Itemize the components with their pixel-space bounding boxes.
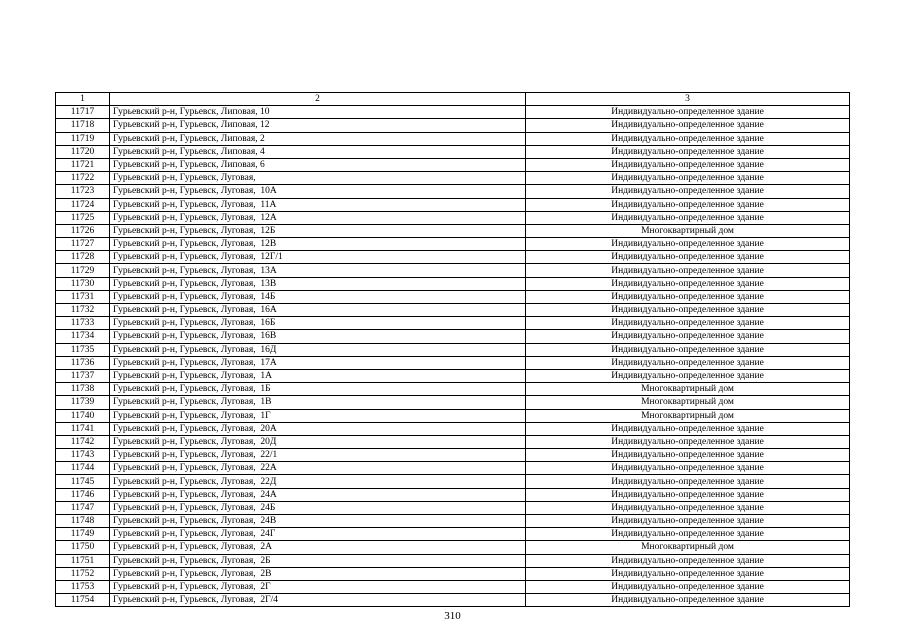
object-type-cell: Индивидуально-определенное здание: [526, 475, 850, 488]
object-type-cell: Многоквартирный дом: [526, 383, 850, 396]
table-row: [56, 172, 850, 185]
address-cell: Гурьевский р-н, Гурьевск, Луговая, 1А: [110, 369, 526, 382]
table-row: [56, 554, 850, 567]
table-row: [56, 528, 850, 541]
table-row: [56, 580, 850, 593]
row-number-cell: 11722: [56, 172, 110, 185]
column-header-1: 1: [56, 93, 110, 106]
address-cell: Гурьевский р-н, Гурьевск, Луговая, 14Б: [110, 290, 526, 303]
row-number-cell: 11743: [56, 449, 110, 462]
row-number-cell: 11735: [56, 343, 110, 356]
row-number-cell: 11727: [56, 238, 110, 251]
object-type-cell: Индивидуально-определенное здание: [526, 369, 850, 382]
row-number-cell: 11750: [56, 541, 110, 554]
table-row: [56, 435, 850, 448]
row-number-cell: 11734: [56, 330, 110, 343]
row-number-cell: 11742: [56, 435, 110, 448]
table-row: [56, 185, 850, 198]
address-cell: Гурьевский р-н, Гурьевск, Луговая, 24А: [110, 488, 526, 501]
address-cell: Гурьевский р-н, Гурьевск, Луговая, 24В: [110, 515, 526, 528]
row-number-cell: 11719: [56, 132, 110, 145]
row-number-cell: 11739: [56, 396, 110, 409]
row-number-cell: 11718: [56, 119, 110, 132]
address-cell: Гурьевский р-н, Гурьевск, Луговая, 20Д: [110, 435, 526, 448]
row-number-cell: 11728: [56, 251, 110, 264]
address-cell: Гурьевский р-н, Гурьевск, Липовая, 10: [110, 106, 526, 119]
object-type-cell: Индивидуально-определенное здание: [526, 304, 850, 317]
object-type-cell: Индивидуально-определенное здание: [526, 580, 850, 593]
address-cell: Гурьевский р-н, Гурьевск, Луговая, 2Б: [110, 554, 526, 567]
address-cell: Гурьевский р-н, Гурьевск, Луговая, 2В: [110, 567, 526, 580]
row-number-cell: 11748: [56, 515, 110, 528]
object-type-cell: Индивидуально-определенное здание: [526, 528, 850, 541]
row-number-cell: 11752: [56, 567, 110, 580]
object-type-cell: Индивидуально-определенное здание: [526, 119, 850, 132]
address-cell: Гурьевский р-н, Гурьевск, Луговая, 17А: [110, 356, 526, 369]
table-row: [56, 198, 850, 211]
table-row: [56, 132, 850, 145]
address-cell: Гурьевский р-н, Гурьевск, Луговая, 22А: [110, 462, 526, 475]
table-row: [56, 501, 850, 514]
table-row: [56, 106, 850, 119]
table-row: [56, 145, 850, 158]
address-cell: Гурьевский р-н, Гурьевск, Липовая, 4: [110, 145, 526, 158]
row-number-cell: 11749: [56, 528, 110, 541]
object-type-cell: Индивидуально-определенное здание: [526, 158, 850, 171]
row-number-cell: 11746: [56, 488, 110, 501]
row-number-cell: 11723: [56, 185, 110, 198]
row-number-cell: 11744: [56, 462, 110, 475]
address-cell: Гурьевский р-н, Гурьевск, Луговая, 24Б: [110, 501, 526, 514]
row-number-cell: 11754: [56, 594, 110, 607]
table-row: [56, 238, 850, 251]
address-cell: Гурьевский р-н, Гурьевск, Луговая, 12В: [110, 238, 526, 251]
table-row: [56, 224, 850, 237]
table-header-row: [56, 93, 850, 106]
address-cell: Гурьевский р-н, Гурьевск, Луговая, 1Г: [110, 409, 526, 422]
address-cell: Гурьевский р-н, Гурьевск, Луговая, 1Б: [110, 383, 526, 396]
table-row: [56, 330, 850, 343]
row-number-cell: 11751: [56, 554, 110, 567]
object-type-cell: Индивидуально-определенное здание: [526, 462, 850, 475]
table-row: [56, 541, 850, 554]
row-number-cell: 11731: [56, 290, 110, 303]
table-row: [56, 422, 850, 435]
row-number-cell: 11717: [56, 106, 110, 119]
address-cell: Гурьевский р-н, Гурьевск, Луговая, 10А: [110, 185, 526, 198]
object-type-cell: Индивидуально-определенное здание: [526, 251, 850, 264]
address-cell: Гурьевский р-н, Гурьевск, Луговая, 13А: [110, 264, 526, 277]
table-row: [56, 277, 850, 290]
address-cell: Гурьевский р-н, Гурьевск, Луговая, 1В: [110, 396, 526, 409]
address-cell: Гурьевский р-н, Гурьевск, Луговая, 24Г: [110, 528, 526, 541]
row-number-cell: 11736: [56, 356, 110, 369]
table-row: [56, 158, 850, 171]
row-number-cell: 11737: [56, 369, 110, 382]
address-cell: Гурьевский р-н, Гурьевск, Луговая, 20А: [110, 422, 526, 435]
row-number-cell: 11745: [56, 475, 110, 488]
table-row: [56, 488, 850, 501]
table-row: [56, 396, 850, 409]
object-type-cell: Индивидуально-определенное здание: [526, 488, 850, 501]
object-type-cell: Индивидуально-определенное здание: [526, 330, 850, 343]
object-type-cell: Индивидуально-определенное здание: [526, 356, 850, 369]
address-cell: Гурьевский р-н, Гурьевск, Луговая, 22Д: [110, 475, 526, 488]
object-type-cell: Индивидуально-определенное здание: [526, 317, 850, 330]
address-cell: Гурьевский р-н, Гурьевск, Луговая, 2Г/4: [110, 594, 526, 607]
table-row: [56, 356, 850, 369]
object-type-cell: Индивидуально-определенное здание: [526, 594, 850, 607]
table-row: [56, 475, 850, 488]
address-cell: Гурьевский р-н, Гурьевск, Луговая, 16Д: [110, 343, 526, 356]
object-type-cell: Многоквартирный дом: [526, 224, 850, 237]
address-cell: Гурьевский р-н, Гурьевск, Луговая, 16А: [110, 304, 526, 317]
address-cell: Гурьевский р-н, Гурьевск, Луговая, 12А: [110, 211, 526, 224]
address-cell: Гурьевский р-н, Гурьевск, Луговая, 13В: [110, 277, 526, 290]
object-type-cell: Индивидуально-определенное здание: [526, 567, 850, 580]
object-type-cell: Индивидуально-определенное здание: [526, 422, 850, 435]
object-type-cell: Индивидуально-определенное здание: [526, 172, 850, 185]
address-cell: Гурьевский р-н, Гурьевск, Луговая, 12Г/1: [110, 251, 526, 264]
address-cell: Гурьевский р-н, Гурьевск, Луговая, 12Б: [110, 224, 526, 237]
row-number-cell: 11725: [56, 211, 110, 224]
object-type-cell: Многоквартирный дом: [526, 541, 850, 554]
object-type-cell: Многоквартирный дом: [526, 396, 850, 409]
object-type-cell: Индивидуально-определенное здание: [526, 198, 850, 211]
table-body: [56, 93, 850, 607]
object-type-cell: Индивидуально-определенное здание: [526, 501, 850, 514]
address-cell: Гурьевский р-н, Гурьевск, Луговая, 16В: [110, 330, 526, 343]
row-number-cell: 11741: [56, 422, 110, 435]
object-type-cell: Индивидуально-определенное здание: [526, 106, 850, 119]
object-type-cell: Индивидуально-определенное здание: [526, 238, 850, 251]
object-type-cell: Индивидуально-определенное здание: [526, 185, 850, 198]
address-cell: Гурьевский р-н, Гурьевск, Луговая,: [110, 172, 526, 185]
table-row: [56, 594, 850, 607]
object-type-cell: Индивидуально-определенное здание: [526, 145, 850, 158]
address-cell: Гурьевский р-н, Гурьевск, Луговая, 2Г: [110, 580, 526, 593]
row-number-cell: 11720: [56, 145, 110, 158]
table-row: [56, 369, 850, 382]
row-number-cell: 11747: [56, 501, 110, 514]
object-type-cell: Индивидуально-определенное здание: [526, 264, 850, 277]
table-row: [56, 304, 850, 317]
address-cell: Гурьевский р-н, Гурьевск, Липовая, 2: [110, 132, 526, 145]
table-row: [56, 211, 850, 224]
table-row: [56, 515, 850, 528]
row-number-cell: 11740: [56, 409, 110, 422]
row-number-cell: 11753: [56, 580, 110, 593]
table-row: [56, 264, 850, 277]
row-number-cell: 11733: [56, 317, 110, 330]
table-row: [56, 409, 850, 422]
address-cell: Гурьевский р-н, Гурьевск, Липовая, 6: [110, 158, 526, 171]
table-row: [56, 383, 850, 396]
row-number-cell: 11732: [56, 304, 110, 317]
row-number-cell: 11738: [56, 383, 110, 396]
address-cell: Гурьевский р-н, Гурьевск, Луговая, 22/1: [110, 449, 526, 462]
table-row: [56, 119, 850, 132]
object-type-cell: Индивидуально-определенное здание: [526, 277, 850, 290]
row-number-cell: 11730: [56, 277, 110, 290]
row-number-cell: 11724: [56, 198, 110, 211]
object-type-cell: Индивидуально-определенное здание: [526, 290, 850, 303]
table-row: [56, 343, 850, 356]
object-type-cell: Индивидуально-определенное здание: [526, 449, 850, 462]
object-type-cell: Индивидуально-определенное здание: [526, 554, 850, 567]
object-type-cell: Индивидуально-определенное здание: [526, 132, 850, 145]
object-type-cell: Многоквартирный дом: [526, 409, 850, 422]
property-register-table: [55, 92, 850, 607]
address-cell: Гурьевский р-н, Гурьевск, Луговая, 2А: [110, 541, 526, 554]
table-row: [56, 317, 850, 330]
column-header-3: 3: [526, 93, 850, 106]
object-type-cell: Индивидуально-определенное здание: [526, 435, 850, 448]
table-row: [56, 290, 850, 303]
address-cell: Гурьевский р-н, Гурьевск, Луговая, 11А: [110, 198, 526, 211]
row-number-cell: 11729: [56, 264, 110, 277]
object-type-cell: Индивидуально-определенное здание: [526, 515, 850, 528]
column-header-2: 2: [110, 93, 526, 106]
row-number-cell: 11726: [56, 224, 110, 237]
object-type-cell: Индивидуально-определенное здание: [526, 343, 850, 356]
table-row: [56, 567, 850, 580]
table-row: [56, 462, 850, 475]
address-cell: Гурьевский р-н, Гурьевск, Луговая, 16Б: [110, 317, 526, 330]
address-cell: Гурьевский р-н, Гурьевск, Липовая, 12: [110, 119, 526, 132]
table-row: [56, 449, 850, 462]
row-number-cell: 11721: [56, 158, 110, 171]
object-type-cell: Индивидуально-определенное здание: [526, 211, 850, 224]
page-number: 310: [444, 610, 461, 622]
table-row: [56, 251, 850, 264]
